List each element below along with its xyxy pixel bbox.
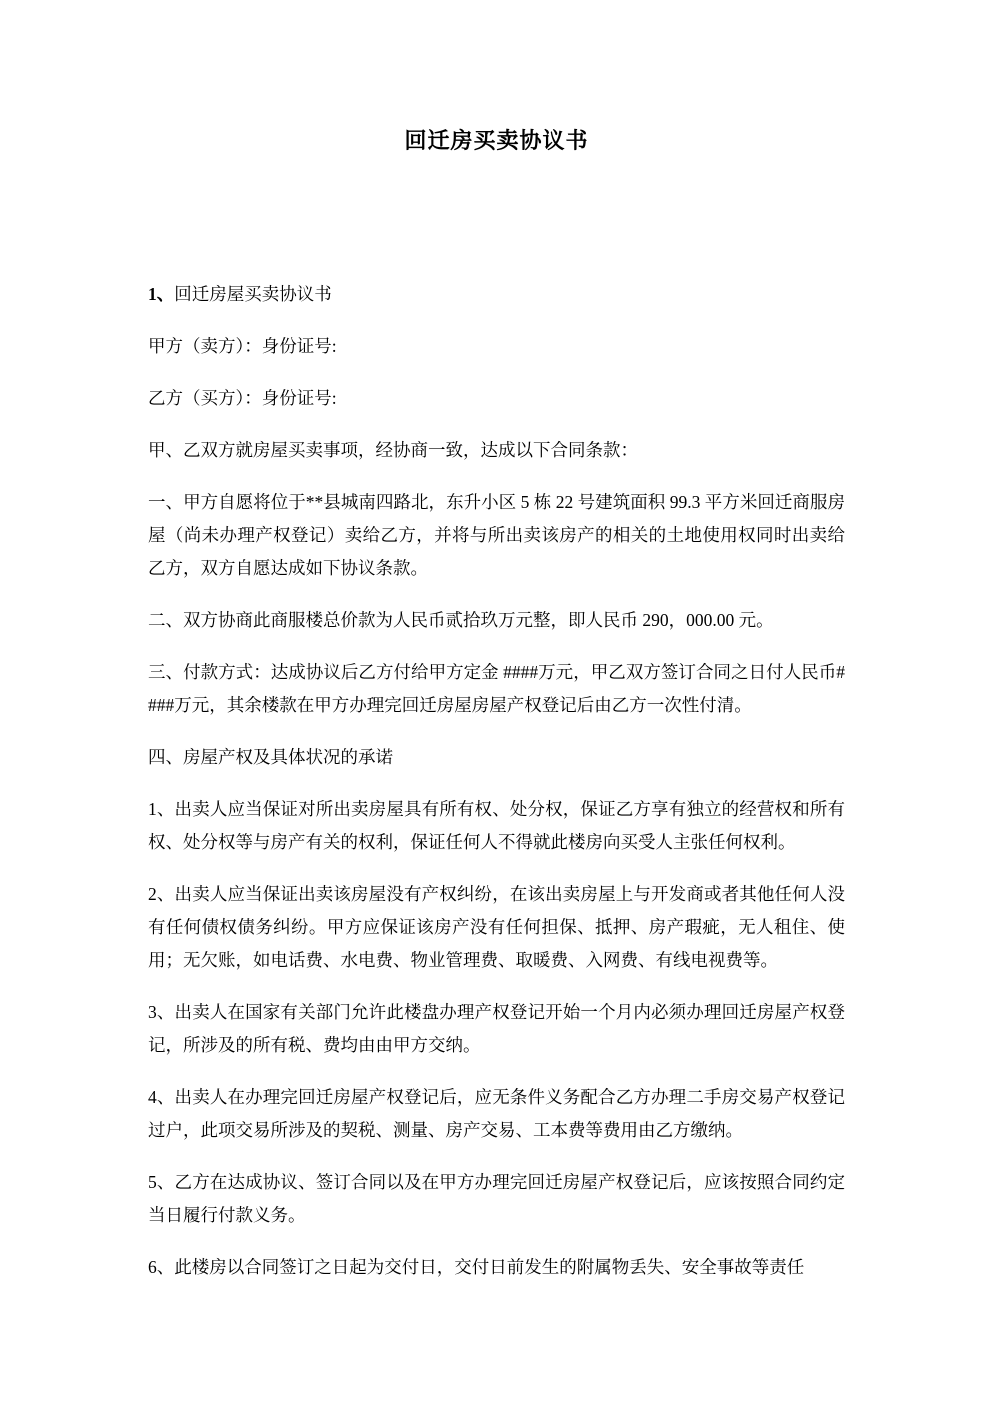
- paragraph: [148, 382, 845, 415]
- paragraph-text: 四、房屋产权及具体状况的承诺: [148, 747, 393, 767]
- paragraph-text: 二、双方协商此商服楼总价款为人民币贰拾玖万元整，即人民币 290，000.00 元。: [148, 610, 774, 630]
- paragraph: [148, 878, 845, 977]
- paragraph-text: 3、出卖人在国家有关部门允许此楼盘办理产权登记开始一个月内必须办理回迁房屋产权登记，所涉及的所有税、费均由由甲方交纳。: [148, 1002, 845, 1055]
- paragraph: [148, 604, 845, 637]
- paragraph: [148, 656, 845, 722]
- paragraph: [148, 741, 845, 774]
- paragraph: [148, 1081, 845, 1147]
- paragraph: [148, 486, 845, 585]
- paragraph: [148, 793, 845, 859]
- paragraph: [148, 434, 845, 467]
- paragraph: [148, 1166, 845, 1232]
- paragraph: [148, 996, 845, 1062]
- paragraph-text: 2、出卖人应当保证出卖该房屋没有产权纠纷，在该出卖房屋上与开发商或者其他任何人没有任何债权债务纠纷。甲方应保证该房产没有任何担保、抵押、房产瑕疵，无人租住、使用；无欠账，如电话费、水电费、物业管理费、取暖费、入网费、有线电视费等。: [148, 884, 845, 970]
- paragraph-text: 4、出卖人在办理完回迁房屋产权登记后，应无条件义务配合乙方办理二手房交易产权登记过户，此项交易所涉及的契税、测量、房产交易、工本费等费用由乙方缴纳。: [148, 1087, 845, 1140]
- paragraph: [148, 278, 845, 311]
- paragraph-number: 1、: [148, 284, 175, 304]
- document-body: [148, 278, 845, 1284]
- paragraph-text: 三、付款方式：达成协议后乙方付给甲方定金 ####万元，甲乙双方签订合同之日付人民币####万元，其余楼款在甲方办理完回迁房屋房屋产权登记后由乙方一次性付清。: [148, 662, 845, 715]
- paragraph-text: 5、乙方在达成协议、签订合同以及在甲方办理完回迁房屋产权登记后，应该按照合同约定当日履行付款义务。: [148, 1172, 845, 1225]
- paragraph-text: 甲方（卖方）：身份证号:: [148, 336, 337, 356]
- paragraph-text: 乙方（买方）：身份证号:: [148, 388, 337, 408]
- paragraph-text: 6、此楼房以合同签订之日起为交付日，交付日前发生的附属物丢失、安全事故等责任: [148, 1257, 805, 1277]
- paragraph: [148, 1251, 845, 1284]
- paragraph-text: 1、出卖人应当保证对所出卖房屋具有所有权、处分权，保证乙方享有独立的经营权和所有权、处分权等与房产有关的权利，保证任何人不得就此楼房向买受人主张任何权利。: [148, 799, 845, 852]
- document-title: 回迁房买卖协议书: [404, 128, 589, 153]
- paragraph-text: 回迁房屋买卖协议书: [174, 284, 332, 304]
- paragraph-text: 甲、乙双方就房屋买卖事项，经协商一致，达成以下合同条款：: [148, 440, 638, 460]
- paragraph-text: 一、甲方自愿将位于**县城南四路北，东升小区 5 栋 22 号建筑面积 99.3 平方米回迁商服房屋（尚未办理产权登记）卖给乙方，并将与所出卖该房产的相关的土地使用权同时出卖给乙方，双方自愿达成如下协议条款。: [148, 492, 845, 578]
- paragraph: [148, 330, 845, 363]
